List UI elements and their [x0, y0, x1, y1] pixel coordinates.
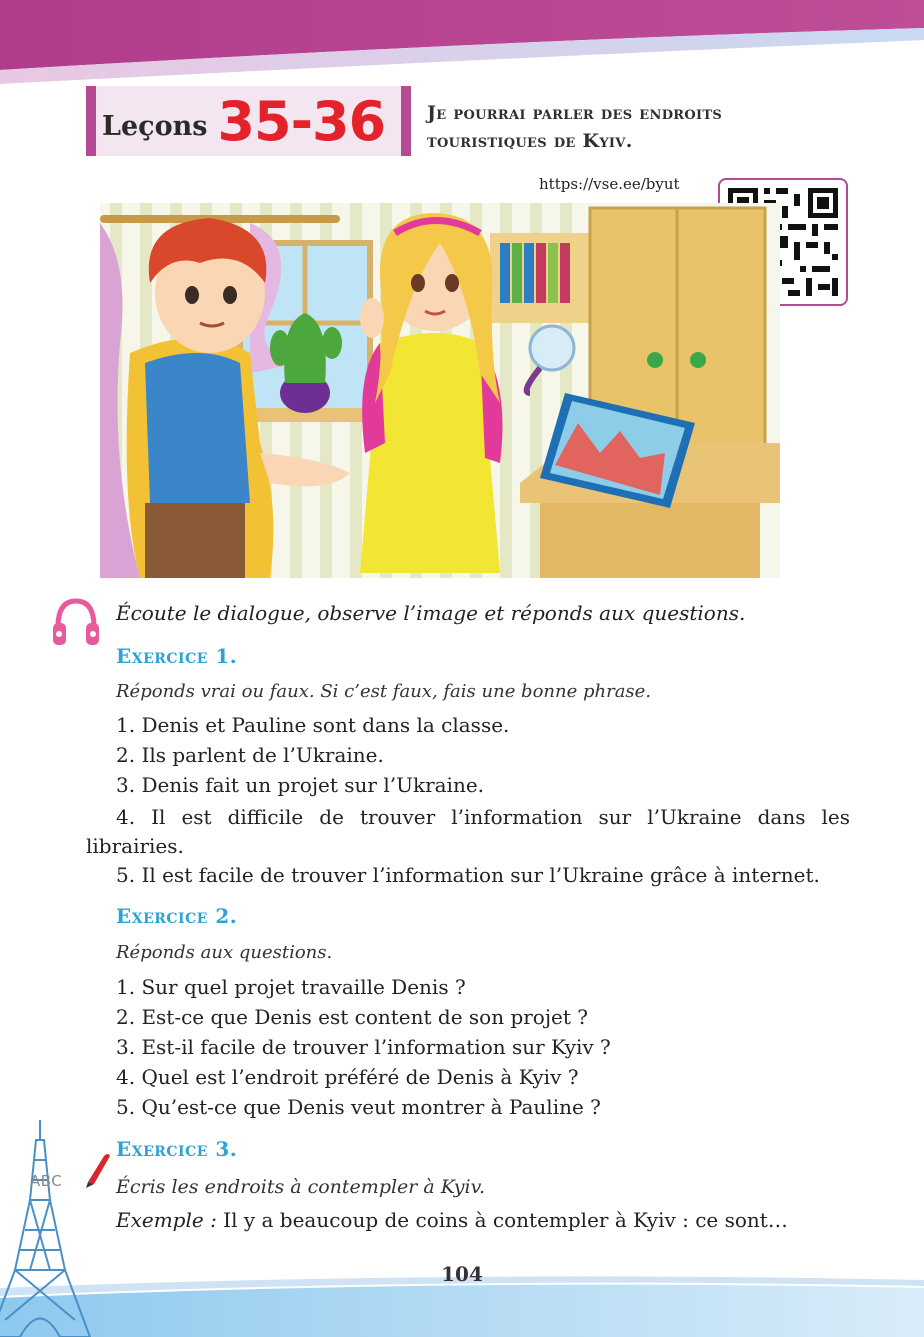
exercise-2-instruction: Réponds aux questions. [116, 942, 333, 963]
pen-icon [82, 1148, 112, 1188]
headphones-icon [50, 595, 102, 651]
lesson-numbers: 35-36 [217, 89, 386, 153]
boy-and-girl-illustration [100, 203, 780, 578]
lesson-number-box [86, 86, 411, 156]
lesson-title-line-1: Je pourrai parler des endroits [427, 102, 723, 124]
exercise-2-item-3: 3. Est-il facile de trouver l’information sur Kyiv ? [116, 1035, 611, 1059]
example-label: Exemple : [116, 1208, 217, 1232]
lesson-title-line-2: touristiques de Kyiv. [427, 130, 633, 152]
exercise-2-title: Exercice 2. [116, 904, 238, 928]
exercise-2-item-5: 5. Qu’est-ce que Denis veut montrer à Pauline ? [116, 1095, 601, 1119]
exercise-3-title: Exercice 3. [116, 1137, 238, 1161]
listen-instruction: Écoute le dialogue, observe l’image et réponds aux questions. [116, 601, 746, 625]
exercise-1-title: Exercice 1. [116, 644, 238, 668]
lesson-title [427, 99, 847, 155]
exercise-2-item-1: 1. Sur quel projet travaille Denis ? [116, 975, 466, 999]
lesson-word: Leçons [102, 110, 208, 142]
exercise-1-item-5: 5. Il est facile de trouver l’information sur l’Ukraine grâce à internet. [116, 863, 820, 887]
page-number: 104 [441, 1262, 483, 1286]
example-text: Il y a beaucoup de coins à contempler à Kyiv : ce sont… [223, 1208, 788, 1232]
exercise-1-item-4: 4. Il est difficile de trouver l’information sur l’Ukraine dans les librairies. [86, 805, 850, 858]
exercise-3-example [116, 1208, 788, 1232]
exercise-2-item-4: 4. Quel est l’endroit préféré de Denis à Kyiv ? [116, 1065, 579, 1089]
resource-url[interactable]: https://vse.ee/byut [539, 175, 680, 193]
exercise-3-instruction: Écris les endroits à contempler à Kyiv. [116, 1176, 486, 1198]
exercise-1-item-2: 2. Ils parlent de l’Ukraine. [116, 743, 384, 767]
exercise-1-item-1: 1. Denis et Pauline sont dans la classe. [116, 713, 510, 737]
exercise-1-instruction: Réponds vrai ou faux. Si c’est faux, fais une bonne phrase. [116, 681, 652, 702]
exercise-1-item-3: 3. Denis fait un projet sur l’Ukraine. [116, 773, 485, 797]
abc-label: ABC [30, 1172, 63, 1190]
exercise-2-item-2: 2. Est-ce que Denis est content de son projet ? [116, 1005, 589, 1029]
top-decorative-band [0, 0, 924, 90]
